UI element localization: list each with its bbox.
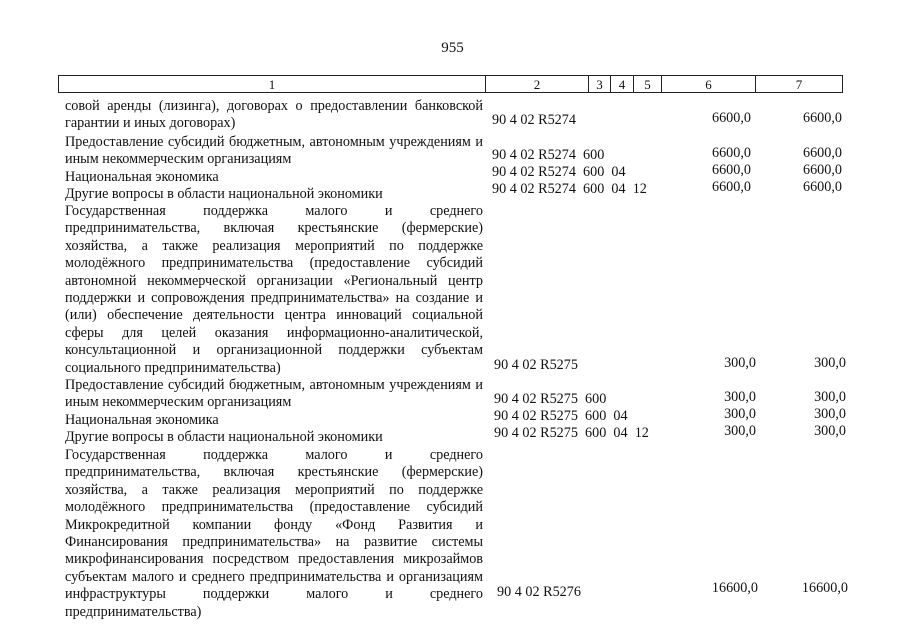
row-code: 90 4 02 R5274 [492, 112, 576, 128]
header-col-5: 5 [633, 75, 662, 93]
row-code: 90 4 02 R5274 600 04 [492, 164, 626, 180]
row-value-col6: 300,0 [724, 406, 756, 422]
row-code: 90 4 02 R5274 600 [492, 147, 605, 163]
row-value-col7: 300,0 [814, 389, 846, 405]
row-value-col6: 300,0 [724, 389, 756, 405]
row-description: Государственная поддержка малого и среднего предпринимательства, включая крестьянские (фермерские) хозяйства, а также реализация мероприятий по поддержке молодёжного предпринимательства (предоставление субсидий автономной некоммерческой организации «Региональный центр поддержки и сопровождения предпринимательства» на создание и (или) обеспечение деятельности центра инноваций социальной сферы для целей оказания информационно-аналитической, консультационной и организационной поддержки субъектам социального предпринимательства) [65, 203, 483, 376]
header-col-2: 2 [485, 75, 589, 93]
header-col-4: 4 [610, 75, 634, 93]
row-value-col7: 6600,0 [802, 179, 842, 195]
row-code: 90 4 02 R5276 [497, 584, 581, 600]
row-description: Предоставление субсидий бюджетным, автономным учреждениям и иным некоммерческим организациям [65, 377, 483, 411]
row-description: совой аренды (лизинга), договорах о предоставлении банковской гарантии и иных договорах) [65, 98, 483, 132]
row-value-col6: 6600,0 [711, 110, 751, 126]
row-value-col7: 300,0 [814, 406, 846, 422]
row-code: 90 4 02 R5274 600 04 12 [492, 181, 647, 197]
row-code: 90 4 02 R5275 600 04 [494, 408, 628, 424]
row-code: 90 4 02 R5275 [494, 357, 578, 373]
row-description: Другие вопросы в области национальной экономики [65, 429, 383, 445]
row-code: 90 4 02 R5275 600 [494, 391, 607, 407]
header-col-1: 1 [58, 75, 486, 93]
row-value-col7: 300,0 [814, 423, 846, 439]
row-value-col6: 6600,0 [711, 162, 751, 178]
header-col-7: 7 [755, 75, 843, 93]
row-value-col7: 6600,0 [802, 162, 842, 178]
row-value-col6: 300,0 [724, 355, 756, 371]
row-value-col6: 16600,0 [711, 580, 758, 596]
row-value-col6: 300,0 [724, 423, 756, 439]
row-description: Предоставление субсидий бюджетным, автономным учреждениям и иным некоммерческим организациям [65, 134, 483, 168]
row-description: Национальная экономика [65, 412, 219, 428]
row-value-col7: 16600,0 [801, 580, 848, 596]
row-value-col6: 6600,0 [711, 145, 751, 161]
row-description: Национальная экономика [65, 169, 219, 185]
row-value-col7: 6600,0 [802, 110, 842, 126]
row-code: 90 4 02 R5275 600 04 12 [494, 425, 649, 441]
header-col-6: 6 [661, 75, 756, 93]
row-description: Другие вопросы в области национальной экономики [65, 186, 383, 202]
row-value-col7: 6600,0 [802, 145, 842, 161]
header-col-3: 3 [588, 75, 611, 93]
row-value-col6: 6600,0 [711, 179, 751, 195]
row-description: Государственная поддержка малого и среднего предпринимательства, включая крестьянские (фермерские) хозяйства, а также реализация мероприятий по поддержке молодёжного предпринимательства (предоставление субсидий Микрокредитной компании фонду «Фонд Развития и Финансирования предпринимательства» на развитие системы микрофинансирования посредством предоставления микрозаймов субъектам малого и среднего предпринимательства и организациям инфраструктуры поддержки малого и среднего предпринимательства) [65, 447, 483, 620]
page-number: 955 [441, 40, 464, 56]
row-value-col7: 300,0 [814, 355, 846, 371]
